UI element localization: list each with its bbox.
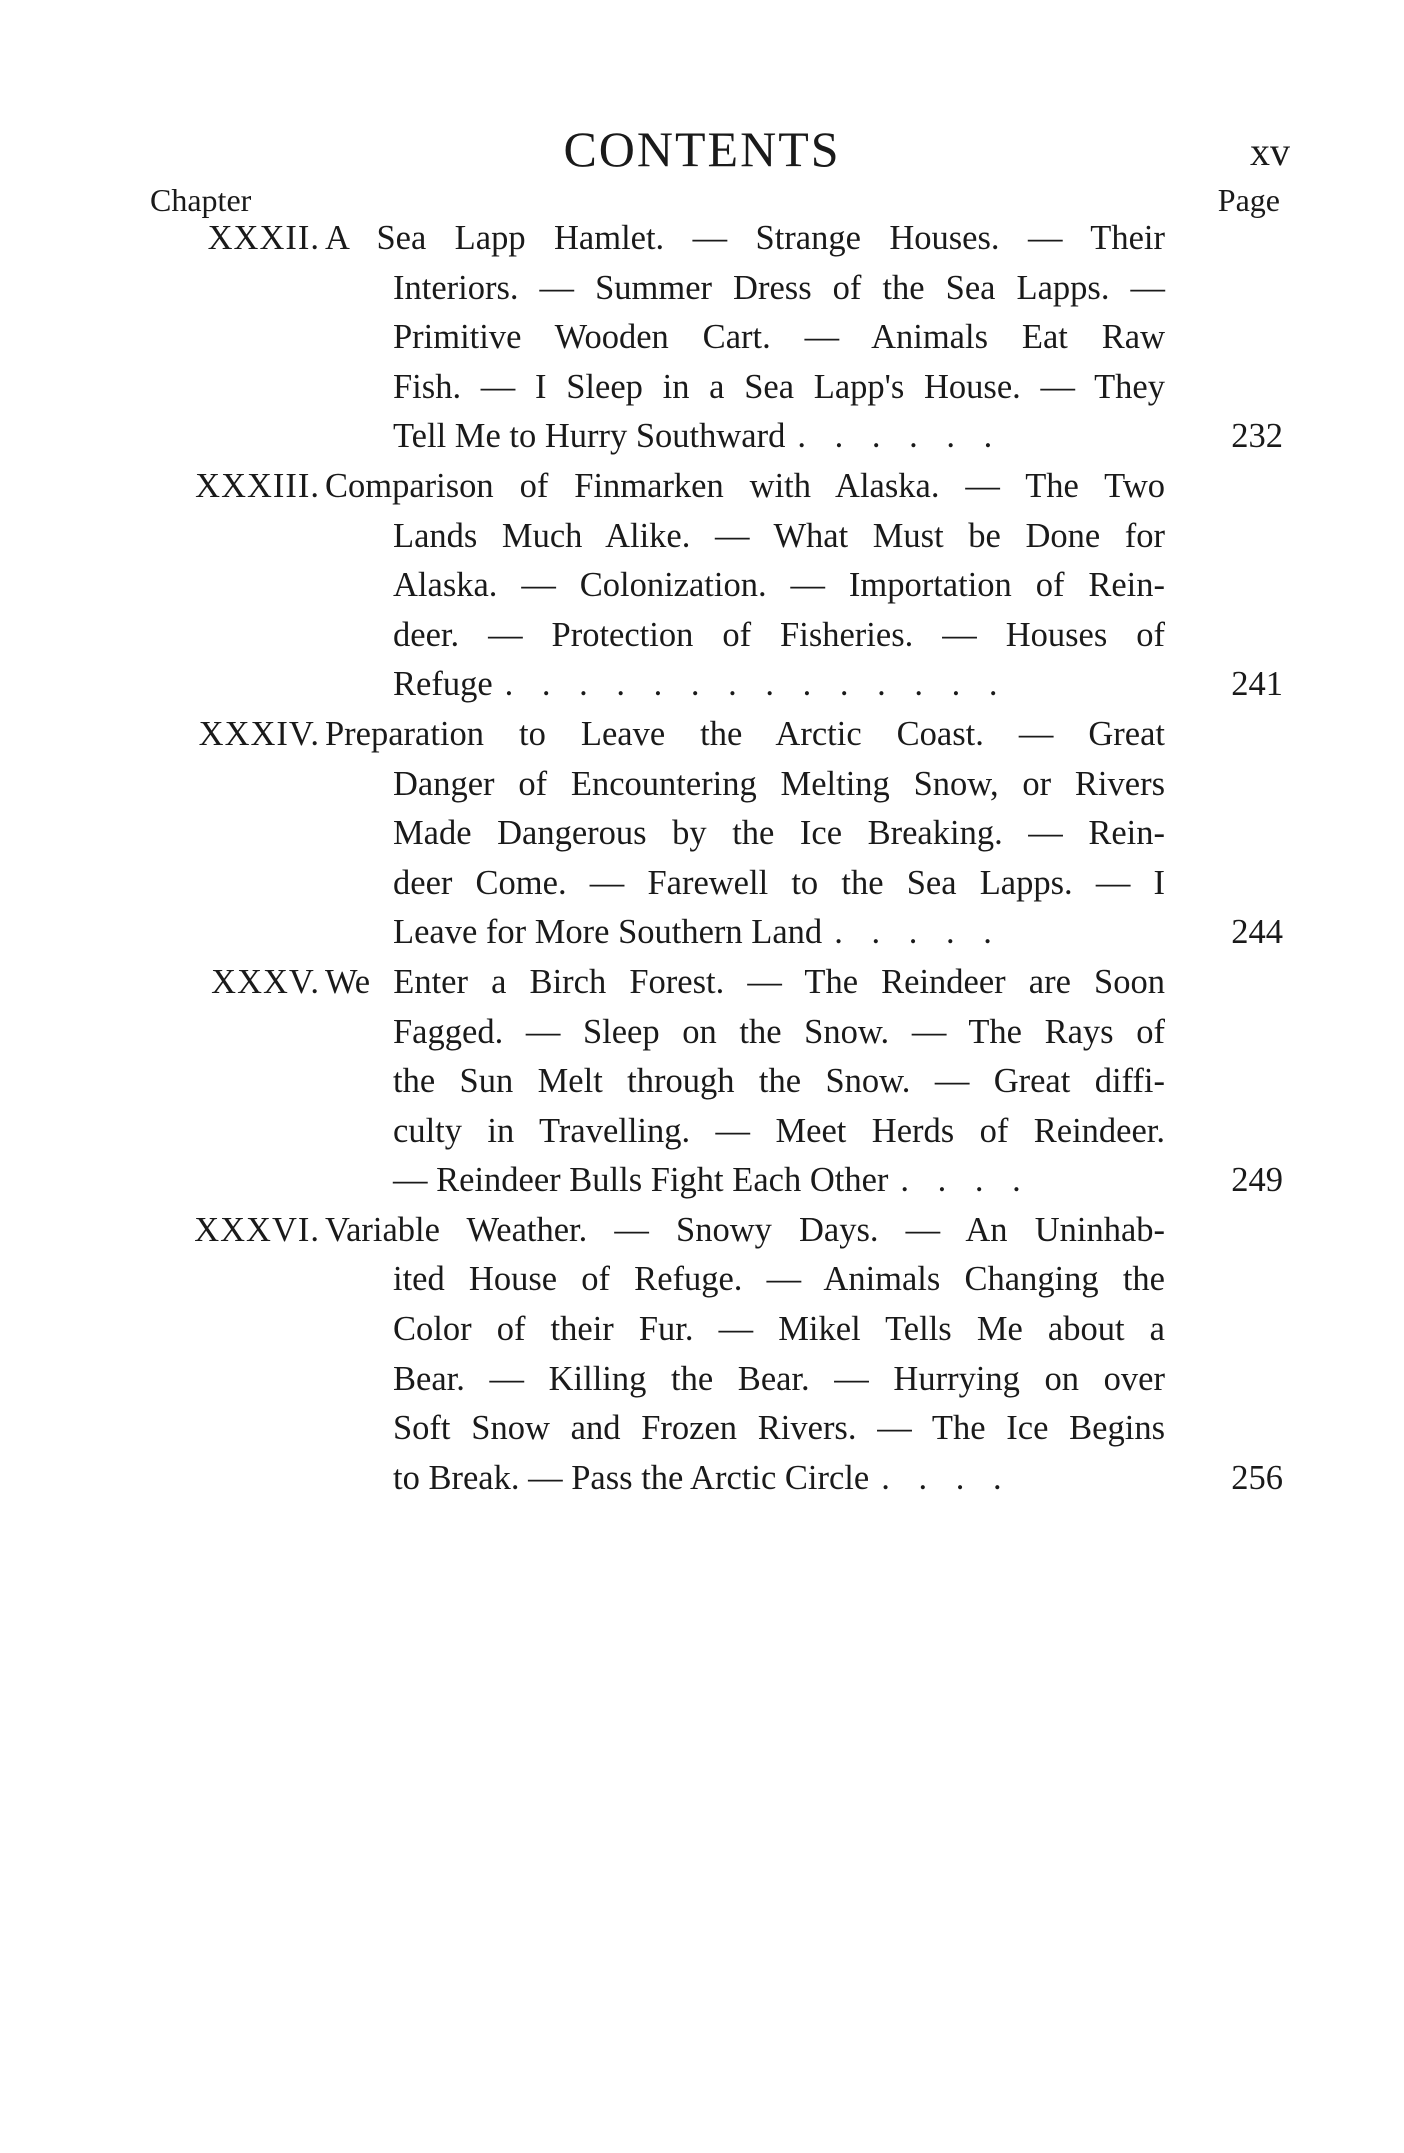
summary-last-line xyxy=(393,412,1165,462)
chapter-summary xyxy=(325,214,1283,462)
summary-line-text: — Reindeer Bulls Fight Each Other xyxy=(393,1161,889,1200)
dot-leader: . . . . . . xyxy=(797,417,1003,456)
summary-line: Interiors. — Summer Dress of the Sea Lapps. — xyxy=(393,268,1165,307)
summary-line-text: Tell Me to Hurry Southward xyxy=(393,417,786,456)
contents-entry xyxy=(0,710,1404,958)
summary-line: Bear. — Killing the Bear. — Hurrying on over xyxy=(393,1359,1165,1398)
summary-last-line xyxy=(393,908,1165,958)
page-number: xv xyxy=(1250,129,1290,174)
summary-line: Color of their Fur. — Mikel Tells Me about a xyxy=(393,1310,1165,1349)
summary-line: Soft Snow and Frozen Rivers. — The Ice Begins xyxy=(393,1409,1165,1448)
contents-entry xyxy=(0,462,1404,710)
summary-line-text: Refuge xyxy=(393,665,493,704)
chapter-number: XXXV. xyxy=(211,962,320,1001)
contents-entry xyxy=(0,958,1404,1206)
chapter-summary xyxy=(325,710,1283,958)
contents-entry xyxy=(0,214,1404,462)
summary-line: Variable Weather. — Snowy Days. — An Uninhab- xyxy=(325,1210,1165,1249)
chapter-summary xyxy=(325,1206,1283,1504)
summary-line: deer Come. — Farewell to the Sea Lapps. — I xyxy=(393,863,1165,902)
summary-line: deer. — Protection of Fisheries. — Houses of xyxy=(393,615,1165,654)
dot-leader: . . . . . . . . . . . . . . xyxy=(504,665,1008,704)
summary-last-line xyxy=(393,1454,1165,1504)
contents-entry xyxy=(0,1206,1404,1504)
page-reference: 256 xyxy=(1231,1458,1283,1497)
summary-line: Preparation to Leave the Arctic Coast. — Great xyxy=(325,714,1165,753)
summary-line: Fish. — I Sleep in a Sea Lapp's House. — They xyxy=(393,367,1165,406)
summary-last-line xyxy=(393,660,1165,710)
chapter-number: XXXII. xyxy=(207,219,320,257)
summary-line: culty in Travelling. — Meet Herds of Reindeer. xyxy=(393,1111,1165,1150)
chapter-column-label: Chapter xyxy=(150,182,252,218)
summary-last-line xyxy=(393,1156,1165,1206)
page-column-label: Page xyxy=(1217,182,1280,218)
summary-line: Primitive Wooden Cart. — Animals Eat Raw xyxy=(393,318,1165,357)
dot-leader: . . . . xyxy=(881,1458,1012,1497)
dot-leader: . . . . xyxy=(900,1161,1031,1200)
summary-line: A Sea Lapp Hamlet. — Strange Houses. — Their xyxy=(325,219,1165,257)
chapter-number: XXXIV. xyxy=(198,714,320,753)
chapter-summary xyxy=(325,462,1283,710)
page-reference: 249 xyxy=(1231,1161,1283,1200)
summary-line: We Enter a Birch Forest. — The Reindeer are Soon xyxy=(325,962,1165,1001)
contents-list xyxy=(0,214,1404,1503)
summary-line: ited House of Refuge. — Animals Changing the xyxy=(393,1260,1165,1299)
summary-line-text: to Break. — Pass the Arctic Circle xyxy=(393,1458,870,1497)
chapter-summary xyxy=(325,958,1283,1206)
summary-line: Made Dangerous by the Ice Breaking. — Rein- xyxy=(393,814,1165,853)
summary-line: Danger of Encountering Melting Snow, or Rivers xyxy=(393,764,1165,803)
page-reference: 244 xyxy=(1231,913,1283,952)
page-reference: 232 xyxy=(1231,417,1283,456)
summary-line-text: Leave for More Southern Land xyxy=(393,913,823,952)
chapter-number: XXXIII. xyxy=(195,466,320,505)
page-reference: 241 xyxy=(1231,665,1283,704)
summary-line: Lands Much Alike. — What Must be Done for xyxy=(393,516,1165,555)
chapter-number: XXXVI. xyxy=(194,1210,320,1249)
summary-line: Fagged. — Sleep on the Snow. — The Rays of xyxy=(393,1012,1165,1051)
page-title: CONTENTS xyxy=(563,121,841,177)
summary-line: Comparison of Finmarken with Alaska. — The Two xyxy=(325,466,1165,505)
summary-line: the Sun Melt through the Snow. — Great diffi- xyxy=(393,1062,1165,1101)
dot-leader: . . . . . xyxy=(834,913,1002,952)
summary-line: Alaska. — Colonization. — Importation of Rein- xyxy=(393,566,1165,605)
